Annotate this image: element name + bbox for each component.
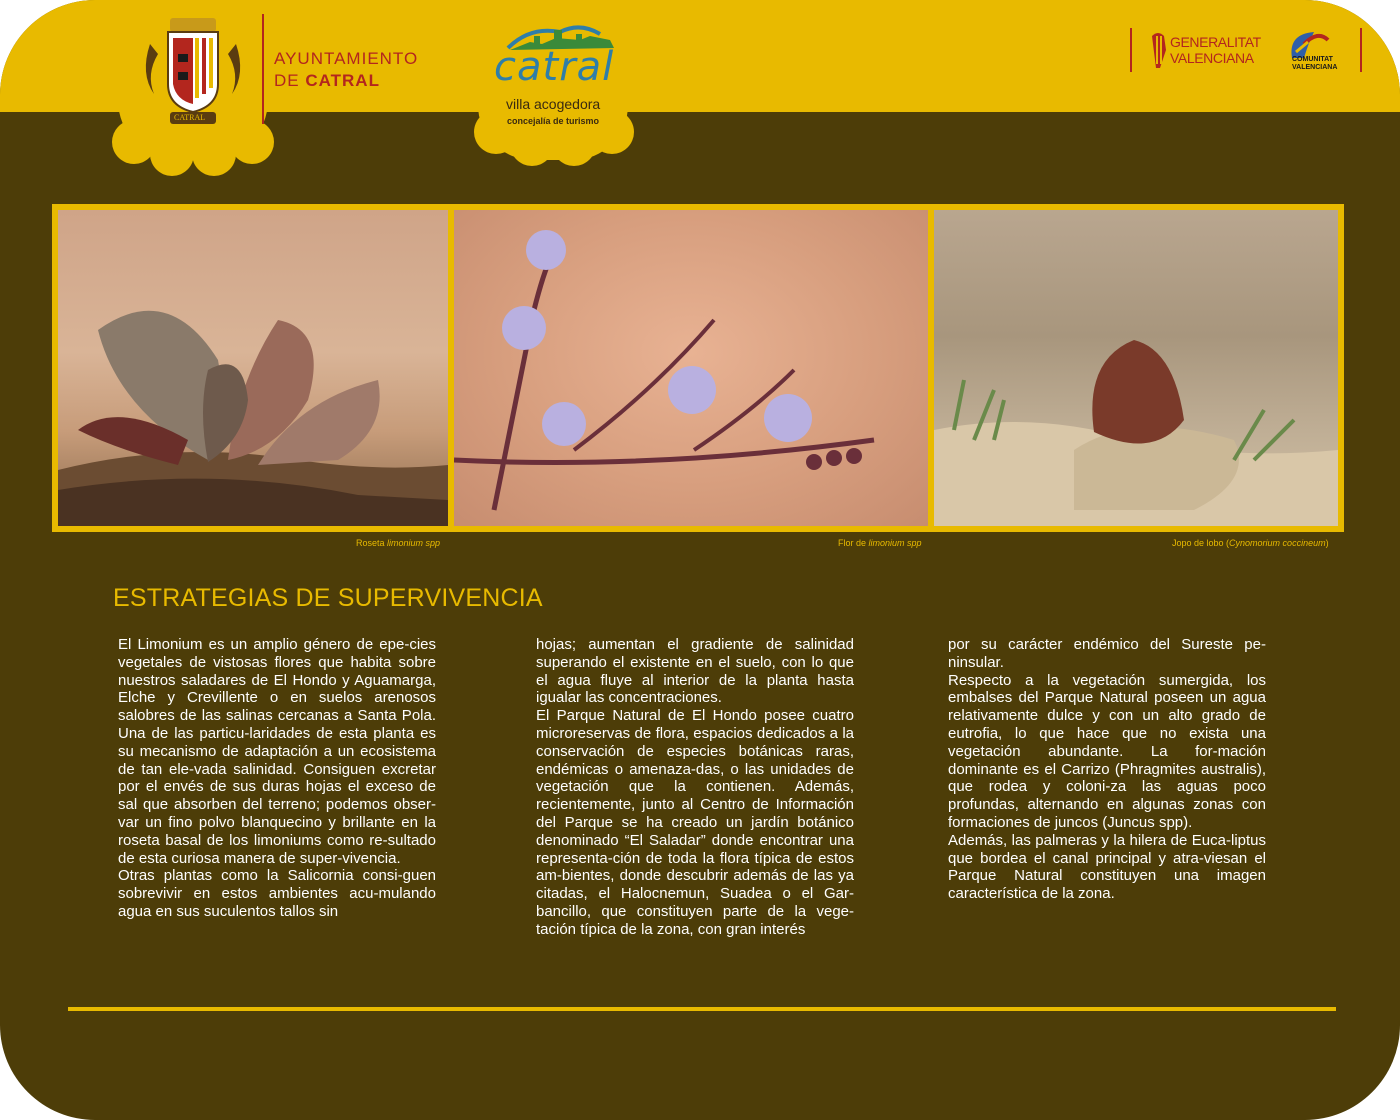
text-column-3 [948,636,1266,903]
catral-logo-text: catral [494,44,615,90]
paragraph: Respecto a la vegetación sumergida, los embalses del Parque Natural poseen un agua relativamente dulce y con un alto grado de eutrofia, lo que hace que no exista una vegetación abundante. La for-mación dominante es el Carrizo (Phragmites australis), que rodea y coloni-za las aguas poco profundas, alternando en algunas zonas con formaciones de juncos (Juncus spp). [948,671,1266,831]
photo-strip [52,204,1344,532]
roseta-illustration [58,210,448,526]
catral-logo-sub: villa acogedora [506,96,601,112]
generalitat-line1: GENERALITAT [1170,34,1261,50]
town-line2-bold: CATRAL [305,71,380,90]
town-line2 [274,70,418,92]
paragraph: hojas; aumentan el gradiente de salinidad superando el existente en el suelo, con lo que el agua fluye al interior de la planta hasta igualar las concentraciones. [536,636,854,707]
photo-caption-3 [1172,538,1329,548]
paragraph: El Limonium es un amplio género de epe-cies vegetales de vistosas flores que habita sobre nuestros saladares de El Hondo y Aguamarga, Elche y Crevillente o en suelos arenosos salobres de las salinas cercanas a Santa Pola. Una de las particu-laridades de esta planta es su mecanismo de adaptación a un ecosistema de tan ele-vada salinidad. Consiguen excretar por el envés de sus duras hojas el exceso de sal que absorben del terreno; podemos obser-var un fino polvo blanquecino y brillante en la roseta basal de los limoniums como re-sultado de esta curiosa manera de super-vivencia. [118,636,436,867]
header-divider [1360,28,1362,72]
paragraph: Otras plantas como la Salicornia consi-guen sobrevivir en estos ambientes acu-mulando agua en sus suculentos tallos sin [118,867,436,920]
caption-prefix: Roseta [356,538,388,548]
caption-italic: Cynomorium coccineum [1229,538,1326,548]
caption-suffix: ) [1325,538,1329,548]
paragraph: Además, las palmeras y la hilera de Euca-liptus que bordea el canal principal y atra-viesan el Parque Natural constituyen una imagen característica de la zona. [948,831,1266,903]
town-line2-prefix: DE [274,71,306,90]
photo-caption-1 [356,538,440,548]
photo-caption-2 [838,538,922,548]
paragraph: por su carácter endémico del Sureste pe-ninsular. [948,636,1266,671]
photo-roseta-limonium [58,210,448,526]
header-divider [262,14,264,124]
badge-scallop [230,120,274,164]
caption-italic: limonium spp [868,538,922,548]
caption-prefix: Jopo de lobo ( [1172,538,1230,548]
generalitat-line2: VALENCIANA [1170,50,1254,66]
catral-crest-icon [140,14,246,126]
caption-italic: limonium spp [387,538,441,548]
town-line1: AYUNTAMIENTO [274,49,419,68]
cv-line1: COMUNITAT [1292,56,1333,63]
paragraph: El Parque Natural de El Hondo posee cuatro microreservas de flora, espacios dedicados a la conservación de especies botánicas raras, endémicas o amenaza-das, o las unidades de vegetación que la contienen. Además, recientemente, junto al Centro de Información del Parque se ha creado un jardín botánico denominado “El Saladar” donde encontrar una representa-ción de toda la flora típica de estos am-bientes, donde descubrir además de las ya citadas, el Halocnemun, Suadea o el Gar-bancillo, que constituyen parte de la vege-tación típica de la zona, con gran interés [536,707,854,938]
text-column-2 [536,636,854,939]
caption-prefix: Flor de [838,538,869,548]
catral-logo-sub2: concejalía de turismo [507,116,600,126]
section-title: ESTRATEGIAS DE SUPERVIVENCIA [113,584,543,612]
text-column-1 [118,636,436,921]
crest-label: CATRAL [174,113,206,122]
badge-scallop [150,132,194,176]
flor-illustration [454,210,928,526]
header-divider [1130,28,1132,72]
cv-line2: VALENCIANA [1292,64,1338,71]
photo-jopo-de-lobo [934,210,1338,526]
town-name [274,48,418,92]
photo-flor-limonium [454,210,928,526]
footer-rule [68,1007,1336,1011]
jopo-illustration [934,210,1338,526]
